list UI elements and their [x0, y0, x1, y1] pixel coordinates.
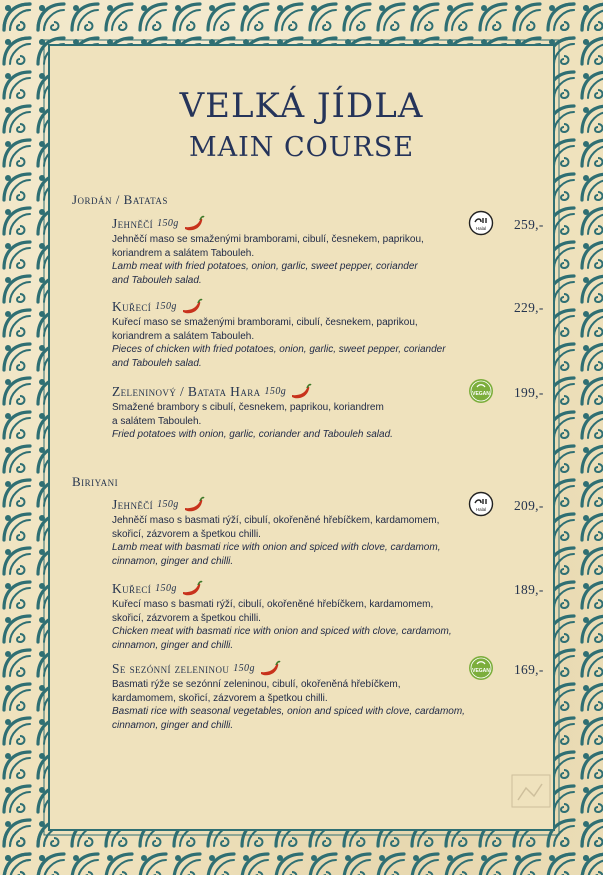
- dish-name: Kuřecí: [112, 581, 152, 596]
- dish-weight: 150g: [264, 386, 287, 397]
- dish-weight: 150g: [155, 583, 177, 594]
- dish-description-english: Lamb meat with basmati rice with onion and spiced with clove, cardamom,: [112, 542, 441, 553]
- dish-name: Se sezónní zeleninou: [112, 661, 230, 676]
- dish-price: 169,-: [514, 662, 544, 677]
- dish-price: 199,-: [514, 385, 544, 400]
- dish-description-english: and Tabouleh salad.: [112, 274, 202, 286]
- chilli-pepper-icon: [258, 660, 282, 678]
- chilli-pepper-icon: [182, 215, 206, 233]
- dish-description-english: cinnamon, ginger and chilli.: [112, 639, 234, 651]
- dish-description-czech: koriandrem a salátem Tabouleh.: [112, 247, 255, 259]
- chilli-pepper-icon: [180, 298, 204, 316]
- vegan-icon: [468, 378, 494, 404]
- dish-name: Zeleninový / Batata Hara: [112, 384, 261, 399]
- dish-price: 189,-: [514, 582, 544, 597]
- halal-icon: [468, 210, 494, 236]
- chilli-pepper-icon: [180, 580, 204, 598]
- dish-description-english: Fried potatoes with onion, garlic, coriander and Tabouleh salad.: [112, 429, 393, 440]
- svg-text:VEGAN: VEGAN: [472, 668, 490, 674]
- dish-name: Jehněčí: [112, 497, 154, 512]
- menu-item: [112, 580, 542, 652]
- dish-description-czech: skořicí, zázvorem a špetkou chilli.: [112, 612, 261, 624]
- dish-description-czech: Kuřecí maso s basmati rýží, cibulí, okořeněné hřebíčkem, kardamomem,: [112, 599, 434, 610]
- dish-name: Jehněčí: [112, 216, 154, 231]
- dish-description-english: cinnamon, ginger and chilli.: [112, 719, 234, 731]
- dish-weight: 150g: [233, 663, 255, 674]
- svg-text:Halal: Halal: [475, 226, 487, 231]
- dish-description-czech: Kuřecí maso se smaženými bramborami, cibulí, česnekem, paprikou,: [112, 317, 418, 328]
- dish-description-czech: Jehněčí maso se smaženými bramborami, cibulí, česnekem, paprikou,: [112, 234, 424, 245]
- dish-description-czech: Smažené brambory s cibulí, česnekem, paprikou, koriandrem: [112, 402, 384, 413]
- dish-description-english: Lamb meat with fried potatoes, onion, garlic, sweet pepper, coriander: [112, 261, 418, 272]
- section-heading-biriyani: Biriyani: [72, 474, 119, 489]
- dish-description-czech: kardamomem, skořicí, zázvorem a špetkou chilli.: [112, 692, 328, 704]
- dish-price: 229,-: [514, 300, 544, 315]
- dish-price: 209,-: [514, 498, 544, 513]
- dish-description-czech: skořicí, zázvorem a špetkou chilli.: [112, 528, 261, 540]
- svg-text:VEGAN: VEGAN: [472, 391, 490, 397]
- dish-weight: 150g: [157, 218, 179, 229]
- menu-item: [112, 298, 542, 370]
- chilli-pepper-icon: [289, 383, 313, 401]
- halal-icon: [468, 491, 494, 517]
- dish-description-english: cinnamon, ginger and chilli.: [112, 555, 234, 567]
- dish-description-czech: a salátem Tabouleh.: [112, 415, 202, 427]
- vegan-icon: [468, 655, 494, 681]
- dish-description-czech: Basmati rýže se sezónní zeleninou, cibulí, okořeněná hřebíčkem,: [112, 679, 401, 690]
- section-heading-jordan: Jordán / Batatas: [72, 192, 168, 207]
- dish-description-english: Pieces of chicken with fried potatoes, onion, garlic, sweet pepper, coriander: [112, 344, 446, 355]
- page-title-english: MAIN COURSE: [188, 132, 415, 163]
- chilli-pepper-icon: [182, 496, 206, 514]
- dish-description-english: Chicken meat with basmati rice with onion and spiced with clove, cardamom,: [112, 626, 452, 637]
- dish-description-czech: koriandrem a salátem Tabouleh.: [112, 330, 255, 342]
- dish-price: 259,-: [514, 217, 544, 232]
- page-title-czech: VELKÁ JÍDLA: [179, 86, 424, 126]
- svg-text:Halal: Halal: [475, 507, 487, 512]
- dish-weight: 150g: [157, 499, 179, 510]
- dish-description-english: and Tabouleh salad.: [112, 357, 202, 369]
- dish-description-english: Basmati rice with seasonal vegetables, onion and spiced with clove, cardamom,: [112, 706, 465, 717]
- dish-description-czech: Jehněčí maso s basmati rýží, cibulí, okořeněné hřebíčkem, kardamomem,: [112, 515, 440, 526]
- dish-name: Kuřecí: [112, 299, 152, 314]
- dish-weight: 150g: [155, 301, 177, 312]
